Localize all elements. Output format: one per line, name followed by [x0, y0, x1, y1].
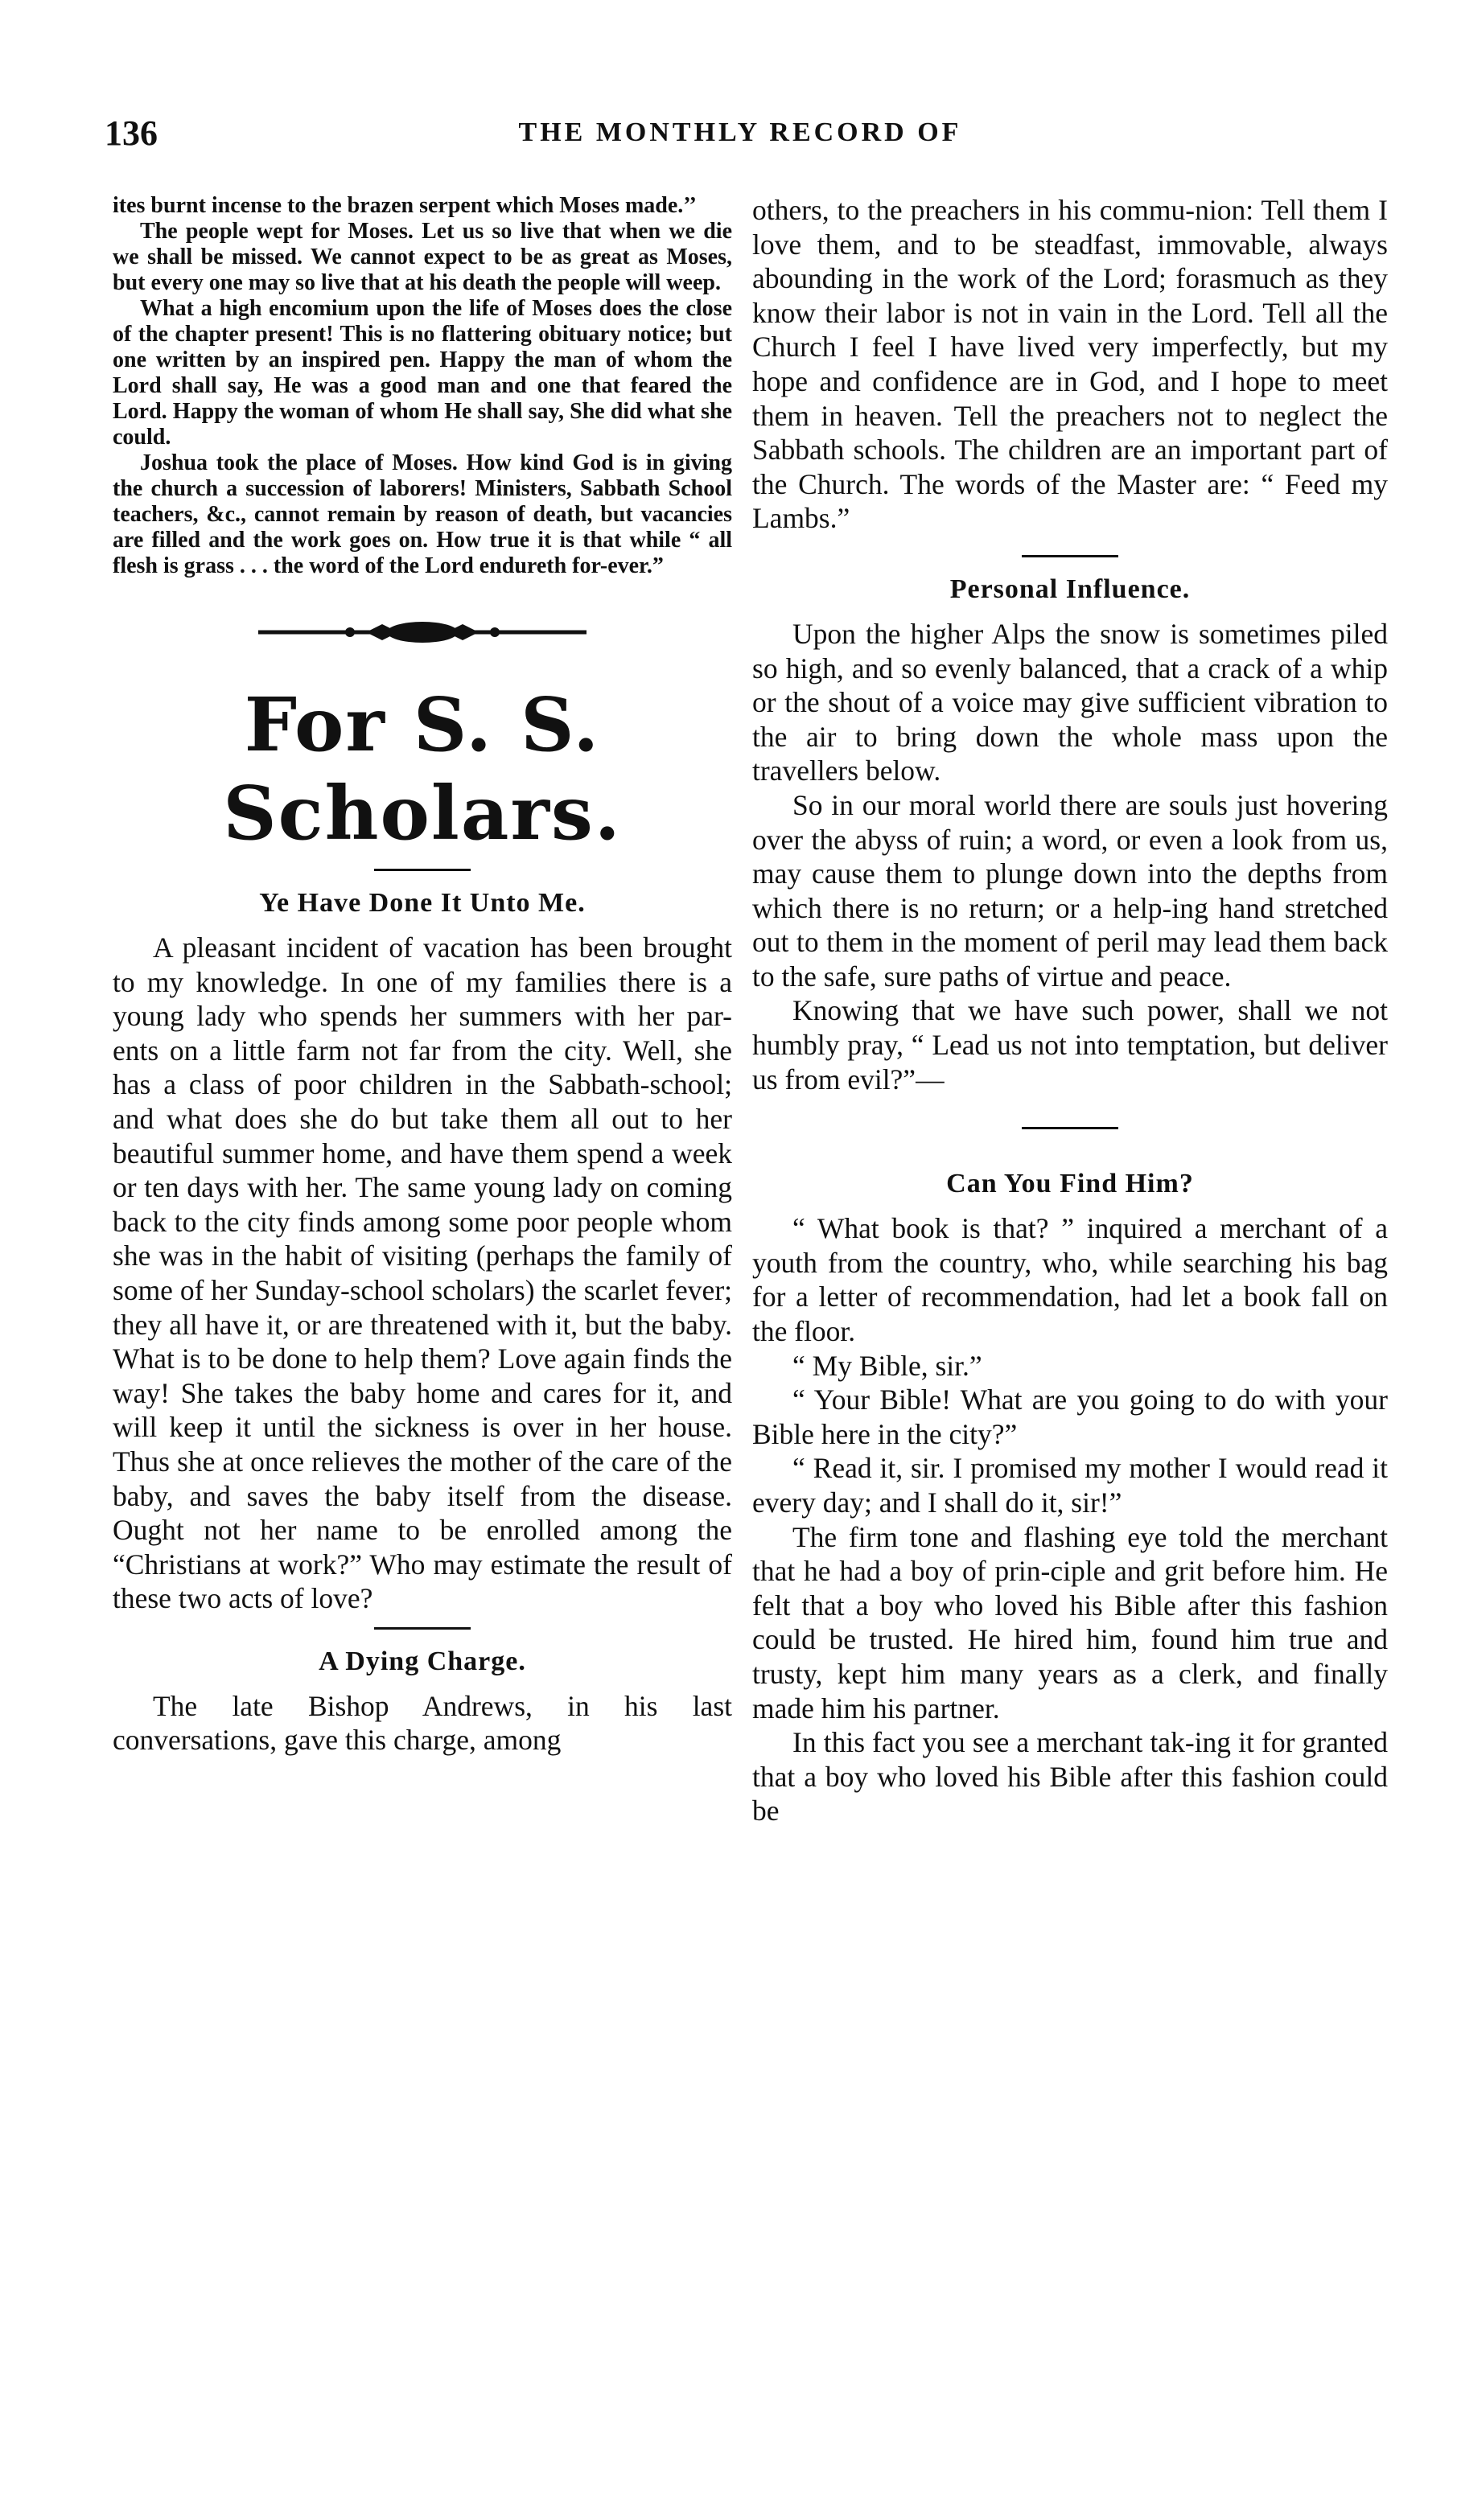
divider: [1022, 555, 1118, 557]
paragraph: “ My Bible, sir.”: [792, 1349, 982, 1382]
paragraph: What a high encomium upon the life of Moses does the close of the chapter present! This is no flattering obituary notice; but one written by an inspired pen. Happy the man of whom the Lord shall say, He was a good man and one that feared the Lord. Happy the woman of whom He shall say, She did what she could.: [113, 296, 732, 450]
paragraph: The people wept for Moses. Let us so live that when we die we shall be missed. We cannot expect to be as great as Moses, but every one may so live that at his death the people will weep.: [113, 219, 732, 295]
page-number: 136: [105, 113, 158, 153]
left-column: [113, 193, 732, 1757]
divider: [374, 1627, 471, 1630]
running-title: THE MONTHLY RECORD OF: [518, 117, 962, 147]
article-title: Ye Have Done It Unto Me.: [259, 888, 586, 918]
article-title: Personal Influence.: [949, 573, 1191, 604]
paragraph: “ Your Bible! What are you going to do with your Bible here in the city?”: [752, 1383, 1388, 1450]
article-title: Can You Find Him?: [946, 1169, 1194, 1199]
article-body: [752, 617, 1388, 1096]
article-body: [113, 931, 732, 1616]
article-body: [113, 1689, 732, 1757]
section-title: For S. S. Scholars.: [223, 681, 622, 857]
paragraph: A pleasant incident of vacation has been brought to my knowledge. In one of my families there is a young lady who spends her summers with her par-ents on a little farm not far from the city. Well, she has a class of poor children in the Sabbath-school; and what does she do but take them all out to her beautiful summer home, and have them spend a week or ten days with her. The same young lady on coming back to the city finds among some poor people whom she was in the habit of visiting (perhaps the family of some of her Sunday-school scholars) the scarlet fever; they all have it, or are threatened with it, but the baby. What is to be done to help them? Love again finds the way! She takes the baby home and cares for it, and will keep it until the sickness is over in her house. Thus she at once relieves the mother of the care of the baby, and saves the baby itself from the disease. Ought not her name to be enrolled among the “Christians at work?” Who may estimate the result of these two acts of love?: [113, 931, 732, 1615]
moses-article-continuation: [113, 193, 732, 579]
paragraph: Joshua took the place of Moses. How kind God is in giving the church a succession of laborers! Ministers, Sabbath School teachers, &c., cannot remain by reason of death, but vacancies are filled and the work goes on. How true it is that while “ all flesh is grass . . . the word of the Lord endureth for-ever.”: [113, 450, 732, 578]
decorative-divider: [253, 618, 591, 647]
paragraph: “ What book is that? ” inquired a merchant of a youth from the country, who, while searching his bag for a letter of recommendation, had let a book fall on the floor.: [752, 1212, 1388, 1348]
paragraph: In this fact you see a merchant tak-ing it for granted that a boy who loved his Bible after this fashion could be: [752, 1726, 1388, 1827]
page-header: [105, 113, 1376, 161]
paragraph: ites burnt incense to the brazen serpent which Moses made.’’: [113, 193, 697, 218]
paragraph: “ Read it, sir. I promised my mother I would read it every day; and I shall do it, sir!”: [752, 1452, 1388, 1519]
paragraph: So in our moral world there are souls just hovering over the abyss of ruin; a word, or even a look from us, may cause them to plunge down into the depths from which there is no return; or a help-ing hand stretched out to them in the moment of peril may lead them back to the safe, sure paths of virtue and peace.: [752, 788, 1388, 993]
article-body: [752, 1211, 1388, 1828]
dying-charge-continuation: [752, 193, 1388, 536]
right-column: [752, 193, 1388, 1828]
divider: [374, 869, 471, 871]
paragraph: others, to the preachers in his commu-nion: Tell them I love them, and to be steadfast, immovable, always abounding in the work of the Lord; forasmuch as they know their labor is not in vain in the Lord. Tell all the Church I feel I have lived very imperfectly, but my hope and confidence are in God, and I hope to meet them in heaven. Tell the preachers not to neglect the Sabbath schools. The children are an important part of the Church. The words of the Master are: “ Feed my Lambs.”: [752, 194, 1388, 535]
article-title: A Dying Charge.: [319, 1646, 526, 1676]
paragraph: Upon the higher Alps the snow is sometimes piled so high, and so evenly balanced, that a crack of a whip or the shout of a voice may give sufficient vibration to the air to bring down the whole mass upon the travellers below.: [752, 617, 1388, 787]
paragraph: Knowing that we have such power, shall we not humbly pray, “ Lead us not into temptation, but deliver us from evil?”—: [752, 994, 1388, 1096]
paragraph: The late Bishop Andrews, in his last conversations, gave this charge, among: [113, 1689, 732, 1757]
divider: [1022, 1127, 1118, 1129]
paragraph: The firm tone and flashing eye told the merchant that he had a boy of prin-ciple and grit before him. He felt that a boy who loved his Bible after this fashion could be trusted. He hired him, found him true and trusty, kept him many years as a clerk, and finally made him his partner.: [752, 1520, 1388, 1725]
